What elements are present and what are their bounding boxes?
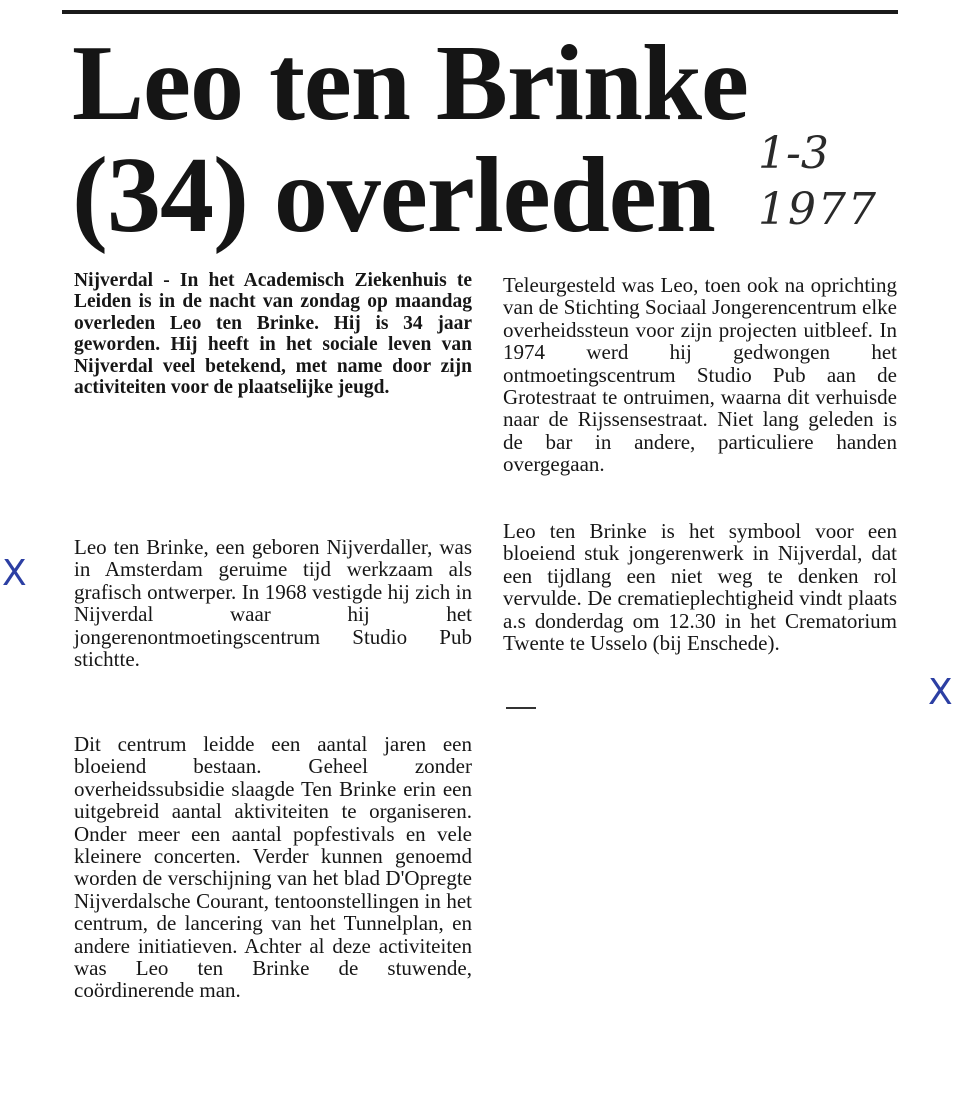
end-dash [506, 707, 536, 709]
article-paragraph-3: Dit centrum leidde een aantal jaren een bloeiend bestaan. Geheel zonder overheidssubsidie slaagde Ten Brinke erin een uitgebreid aantal aktiviteiten te organiseren. Onder meer een aantal popfestivals en vele kleinere concerten. Verder kunnen genoemd worden de verschijning van het blad D'Opregte Nijverdalsche Courant, tentoonstellingen in het centrum, de lancering van het Tunnelplan, en andere initiatieven. Achter al deze activiteiten was Leo ten Brinke de stuwende, coördinerende man. [74, 732, 472, 1003]
article-paragraph-2: Leo ten Brinke, een geboren Nijverdaller, was in Amsterdam geruime tijd werkzaam als grafisch ontwerper. In 1968 vestigde hij zich in Nijverdal waar hij het jongerenontmoetingscentrum Studio Pub stichtte. [74, 535, 472, 672]
handwritten-date-day-month: 1-3 [758, 128, 829, 179]
pen-cross-mark-left: X [2, 553, 27, 594]
article-lead-paragraph: Nijverdal - In het Academisch Ziekenhuis te Leiden is in de nacht van zondag op maandag overleden Leo ten Brinke. Hij is 34 jaar geworden. Hij heeft in het sociale leven van Nijverdal veel betekend, met name door zijn activiteiten voor de plaatselijke jeugd. [74, 270, 472, 399]
top-rule [62, 10, 898, 14]
handwritten-date-year: 1977 [758, 184, 878, 235]
headline-line-1: Leo ten Brinke [72, 24, 748, 143]
article-paragraph-5: Leo ten Brinke is het symbool voor een bloeiend stuk jongerenwerk in Nijverdal, dat een tijdlang een niet weg te denken rol vervulde. De crematieplechtigheid vindt plaats a.s donderdag om 12.30 in het Crematorium Twente te Usselo (bij Enschede). [503, 519, 897, 656]
article-paragraph-4: Teleurgesteld was Leo, toen ook na oprichting van de Stichting Sociaal Jongerencentrum elke overheidssteun voor zijn projecten uitbleef. In 1974 werd hij gedwongen het ontmoetingscentrum Studio Pub aan de Grotestraat te ontruimen, waarna dit verhuisde naar de Rijssensestraat. Niet lang geleden is de bar in andere, particuliere handen overgegaan. [503, 273, 897, 477]
headline-line-2: (34) overleden [72, 136, 715, 255]
pen-cross-mark-right: X [928, 672, 953, 713]
